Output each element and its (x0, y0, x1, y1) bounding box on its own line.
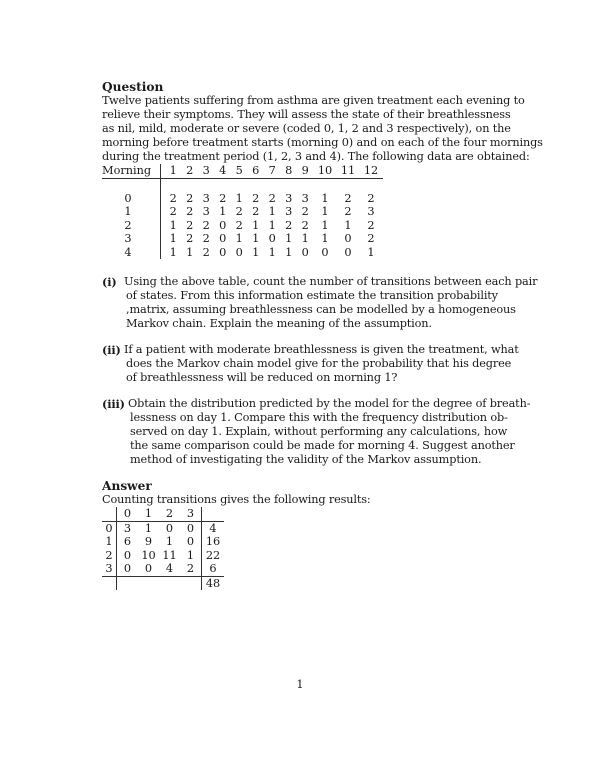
transition-count: 3 (123, 521, 132, 535)
part-line: served on day 1. Explain, without performing any calculations, how (130, 425, 508, 438)
table-cell: 2 (301, 218, 309, 232)
part-line: If a patient with moderate breathlessness is given the treatment, what (124, 343, 519, 356)
table-cell: 2 (202, 245, 210, 259)
from-state-label: 1 (102, 535, 117, 549)
table-cell: 1 (252, 232, 260, 245)
table-cell: 2 (186, 232, 194, 245)
patient-header: 6 (248, 164, 265, 178)
intro-line: relieve their symptoms. They will assess the state of their breathlessness (102, 108, 511, 121)
transition-count: 9 (144, 535, 153, 548)
part-line: method of investigating the validity of the Markov assumption. (130, 453, 482, 466)
table-row (102, 205, 383, 219)
transition-row (102, 521, 224, 535)
patient-header: 5 (231, 164, 248, 178)
transition-count: 0 (186, 521, 195, 535)
table-cell: 1 (235, 191, 243, 205)
transition-row (102, 535, 224, 549)
table-cell: 3 (202, 191, 210, 205)
table-cell: 2 (252, 205, 260, 218)
table-cell: 1 (321, 191, 329, 205)
table-cell: 2 (219, 191, 227, 205)
question-part-i (102, 275, 538, 331)
table-body (102, 192, 383, 260)
table-cell: 2 (252, 191, 260, 205)
intro-line: Twelve patients suffering from asthma are given treatment each evening to (102, 94, 525, 107)
table-cell: 3 (367, 205, 375, 218)
part-line: of states. From this information estimate the transition probability (126, 289, 498, 302)
table-cell: 2 (186, 205, 194, 218)
table-cell: 2 (161, 205, 182, 219)
intro-line: as nil, mild, moderate or severe (coded 0, 1, 2 and 3 respectively), on the (102, 122, 511, 135)
table-cell: 1 (301, 232, 309, 245)
table-cell: 2 (202, 232, 210, 245)
table-cell: 2 (367, 191, 375, 205)
table-cell: 3 (202, 205, 210, 218)
table-row (102, 219, 383, 233)
table-cell: 1 (219, 205, 227, 218)
grand-total-row (102, 576, 224, 590)
patient-header: 9 (297, 164, 314, 178)
question-heading: Question (102, 80, 164, 94)
table-cell: 1 (321, 218, 329, 232)
patient-header: 12 (360, 164, 383, 178)
table-cell: 0 (344, 245, 352, 259)
table-cell: 3 (301, 191, 309, 205)
table-cell: 1 (285, 245, 293, 259)
patient-header: 2 (182, 164, 199, 178)
row-total: 4 (202, 521, 225, 535)
table-cell: 2 (367, 232, 375, 245)
morning-header: Morning (102, 164, 161, 178)
table-spacer-row (102, 178, 383, 192)
answer-heading: Answer (102, 479, 152, 493)
table-cell: 1 (321, 205, 329, 218)
transition-count: 0 (123, 548, 132, 562)
transition-count: 1 (144, 521, 153, 535)
question-part-ii (102, 343, 519, 385)
morning-label: 2 (124, 218, 132, 232)
transition-count-table (102, 507, 224, 590)
transition-count: 10 (141, 548, 156, 562)
table-cell: 1 (367, 245, 375, 259)
row-total: 6 (202, 562, 225, 576)
table-cell: 0 (219, 245, 227, 259)
table-cell: 2 (301, 205, 309, 218)
intro-line: during the treatment period (1, 2, 3 and 4). The following data are obtained: (102, 150, 530, 163)
table-cell: 0 (301, 245, 309, 259)
table-cell: 0 (344, 232, 352, 245)
table-cell: 1 (235, 232, 243, 245)
table-cell: 1 (321, 232, 329, 245)
table-cell: 2 (367, 218, 375, 232)
transition-row (102, 562, 224, 576)
to-state-header: 3 (180, 507, 202, 521)
transition-body (102, 521, 224, 576)
table-cell: 0 (321, 245, 329, 259)
table-cell: 0 (268, 232, 276, 245)
morning-label: 3 (124, 232, 132, 245)
from-state-label: 2 (102, 549, 117, 563)
transition-row (102, 549, 224, 563)
part-line: does the Markov chain model give for the probability that his degree (126, 357, 512, 370)
answer-intro: Counting transitions gives the following results: (102, 493, 371, 506)
transition-header-row (102, 507, 224, 521)
document-page (102, 80, 543, 590)
part-line: lessness on day 1. Compare this with the frequency distribution ob- (130, 411, 508, 424)
table-header-row (102, 164, 383, 178)
from-state-label: 0 (102, 521, 117, 535)
intro-line: morning before treatment starts (morning 0) and on each of the four mornings (102, 136, 543, 149)
table-cell: 0 (219, 232, 227, 245)
table-row (102, 246, 383, 260)
table-cell: 2 (344, 205, 352, 218)
table-cell: 2 (202, 218, 210, 232)
patient-header: 4 (215, 164, 232, 178)
part-line: of breathlessness will be reduced on morning 1? (126, 371, 398, 384)
morning-label: 0 (124, 191, 132, 205)
part-line: ,matrix, assuming breathlessness can be modelled by a homogeneous (126, 303, 516, 316)
transition-count: 6 (123, 535, 132, 548)
table-cell: 1 (161, 246, 182, 260)
table-cell: 2 (268, 191, 276, 205)
patient-header: 8 (281, 164, 298, 178)
transition-count: 0 (138, 562, 159, 576)
breathlessness-table (102, 164, 383, 259)
patient-header: 3 (198, 164, 215, 178)
page-number: 1 (296, 678, 304, 691)
transition-count: 0 (117, 562, 139, 576)
table-row (102, 232, 383, 246)
transition-count: 1 (186, 548, 195, 562)
from-state-label: 3 (102, 562, 117, 576)
answer-section (102, 479, 488, 590)
table-cell: 2 (186, 191, 194, 205)
table-cell: 1 (268, 245, 276, 259)
table-cell: 2 (285, 218, 293, 232)
part-label: (iii) (102, 397, 125, 411)
row-total: 22 (202, 549, 225, 563)
morning-label: 4 (124, 245, 132, 259)
table-cell: 1 (268, 218, 276, 232)
table-row (102, 192, 383, 206)
patient-header: 7 (264, 164, 281, 178)
table-cell: 1 (252, 245, 260, 259)
table-cell: 1 (285, 232, 293, 245)
transition-count: 2 (180, 562, 202, 576)
question-parts (102, 275, 538, 467)
table-cell: 0 (219, 218, 227, 232)
to-state-header: 0 (117, 507, 139, 521)
table-cell: 2 (235, 205, 243, 218)
transition-count: 1 (165, 535, 174, 548)
table-cell: 1 (252, 218, 260, 232)
part-label: (ii) (102, 343, 121, 357)
table-cell: 1 (186, 245, 194, 259)
table-cell: 1 (344, 218, 352, 232)
transition-count: 4 (159, 562, 180, 576)
grand-total: 48 (202, 576, 225, 590)
transition-count: 0 (165, 521, 174, 535)
table-cell: 2 (186, 218, 194, 232)
table-cell: 1 (268, 205, 276, 218)
question-part-iii (102, 397, 531, 467)
part-line: Markov chain. Explain the meaning of the assumption. (126, 317, 432, 330)
table-cell: 2 (161, 192, 182, 206)
patient-header: 10 (314, 164, 337, 178)
table-cell: 0 (235, 245, 243, 259)
morning-label: 1 (124, 205, 132, 218)
table-cell: 2 (235, 218, 243, 232)
question-intro (102, 94, 543, 164)
row-total: 16 (202, 535, 225, 549)
table-cell: 3 (285, 191, 293, 205)
table-cell: 3 (285, 205, 293, 218)
part-line: Using the above table, count the number of transitions between each pair (124, 275, 538, 288)
table-cell: 2 (344, 191, 352, 205)
patient-header: 1 (161, 164, 182, 178)
to-state-header: 2 (159, 507, 180, 521)
transition-count: 0 (186, 535, 195, 548)
patient-header: 11 (337, 164, 360, 178)
transition-count: 11 (162, 548, 177, 562)
part-line: the same comparison could be made for morning 4. Suggest another (130, 439, 515, 452)
to-state-header: 1 (138, 507, 159, 521)
part-line: Obtain the distribution predicted by the model for the degree of breath- (128, 397, 531, 410)
table-cell: 1 (161, 232, 182, 246)
table-cell: 1 (161, 219, 182, 233)
part-label: (i) (102, 275, 117, 289)
